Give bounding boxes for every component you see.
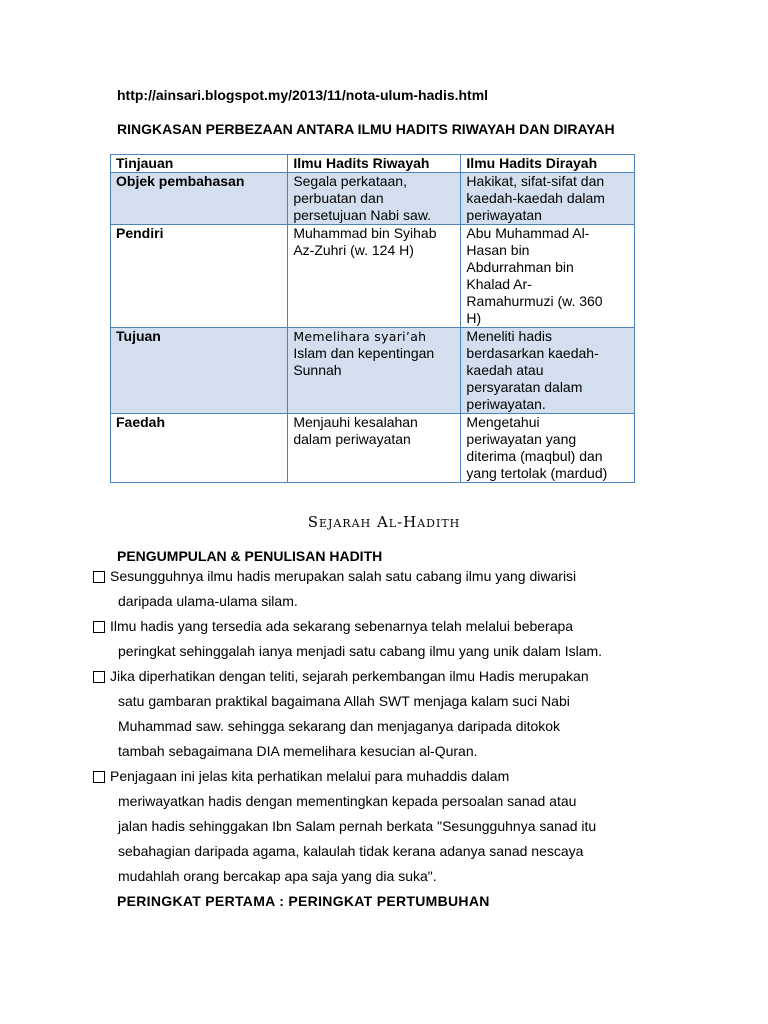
list-item [93, 614, 733, 664]
row-label: Objek pembahasan [111, 173, 288, 225]
cell-line: H) [466, 310, 482, 326]
list-item-line: Penjagaan ini jelas kita perhatikan melalui para muhaddis dalam [110, 768, 510, 784]
list-item-line: Ilmu hadis yang tersedia ada sekarang sebenarnya telah melalui beberapa [110, 618, 574, 634]
level-heading: PERINGKAT PERTAMA : PERINGKAT PERTUMBUHAN [117, 893, 490, 909]
row-label: Faedah [111, 414, 288, 483]
cell-line: kaedah-kaedah dalam [466, 190, 605, 206]
checkbox-bullet-icon [93, 771, 105, 783]
list-item [93, 764, 733, 889]
cell-line: Menjauhi kesalahan [293, 414, 418, 430]
cell-line: Islam dan kepentingan [293, 345, 435, 361]
riwayah-cell [288, 414, 461, 483]
cell-line: periwayatan. [466, 396, 546, 412]
cell-line: Az-Zuhri (w. 124 H) [293, 242, 414, 258]
row-label: Tujuan [111, 328, 288, 414]
cell-line: yang tertolak (mardud) [466, 465, 608, 481]
cell-line: Sunnah [293, 362, 342, 378]
cell-line: Hakikat, sifat-sifat dan [466, 173, 605, 189]
list-item-line: sebahagian daripada agama, kalaulah tidak kerana adanya sanad nescaya [118, 843, 584, 859]
cell-line: kaedah atau [466, 362, 544, 378]
checkbox-bullet-icon [93, 671, 105, 683]
cell-line: Abdurrahman bin [466, 259, 574, 275]
list-item [93, 664, 733, 764]
dirayah-cell [461, 225, 635, 328]
header-riwayah: Ilmu Hadits Riwayah [288, 155, 461, 173]
comparison-table [110, 154, 635, 483]
cell-line: Ramahurmuzi (w. 360 [466, 293, 603, 309]
subheading: PENGUMPULAN & PENULISAN HADITH [117, 548, 383, 564]
riwayah-cell [288, 225, 461, 328]
cell-line: Muhammad bin Syihab [293, 225, 437, 241]
list-item-line: daripada ulama-ulama silam. [118, 593, 298, 609]
list-item-line: Jika diperhatikan dengan teliti, sejarah perkembangan ilmu Hadis merupakan [110, 668, 589, 684]
list-item [93, 564, 733, 614]
riwayah-cell [288, 173, 461, 225]
cell-line: berdasarkan kaedah- [466, 345, 599, 361]
list-item-text [110, 664, 733, 764]
row-label: Pendiri [111, 225, 288, 328]
list-item-line: meriwayatkan hadis dengan mementingkan kepada persoalan sanad atau [118, 793, 577, 809]
cell-line: periwayatan [466, 207, 542, 223]
dirayah-cell [461, 414, 635, 483]
cell-line: Memelihara syari’ah [293, 329, 427, 344]
table-row [111, 225, 635, 328]
header-dirayah: Ilmu Hadits Dirayah [461, 155, 635, 173]
header-tinjauan: Tinjauan [111, 155, 288, 173]
checkbox-bullet-icon [93, 571, 105, 583]
cell-line: Abu Muhammad Al- [466, 225, 590, 241]
checkbox-bullet-icon [93, 621, 105, 633]
bullet-list [93, 564, 733, 889]
cell-line: Segala perkataan, [293, 173, 407, 189]
table-row [111, 414, 635, 483]
cell-line: persyaratan dalam [466, 379, 583, 395]
list-item-text [110, 564, 733, 614]
cell-line: periwayatan yang [466, 431, 577, 447]
cell-line: Meneliti hadis [466, 328, 553, 344]
source-url: http://ainsari.blogspot.my/2013/11/nota-ulum-hadis.html [117, 87, 489, 103]
table-row [111, 173, 635, 225]
table-header-row [111, 155, 635, 173]
section-title: Sejarah Al-Hadith [307, 513, 461, 531]
list-item-line: peringkat sehinggalah ianya menjadi satu cabang ilmu yang unik dalam Islam. [118, 643, 603, 659]
cell-line: dalam periwayatan [293, 431, 411, 447]
dirayah-cell [461, 328, 635, 414]
cell-line: Mengetahui [466, 414, 540, 430]
cell-line: persetujuan Nabi saw. [293, 207, 432, 223]
cell-line: perbuatan dan [293, 190, 384, 206]
list-item-line: Muhammad saw. sehingga sekarang dan menjaganya daripada ditokok [118, 718, 561, 734]
list-item-text [110, 614, 733, 664]
table-row [111, 328, 635, 414]
dirayah-cell [461, 173, 635, 225]
list-item-text [110, 764, 733, 889]
riwayah-cell [288, 328, 461, 414]
list-item-line: tambah sebagaimana DIA memelihara kesucian al-Quran. [118, 743, 478, 759]
list-item-line: mudahlah orang bercakap apa saja yang dia suka". [118, 868, 437, 884]
list-item-line: Sesungguhnya ilmu hadis merupakan salah satu cabang ilmu yang diwarisi [110, 568, 577, 584]
table-title: RINGKASAN PERBEZAAN ANTARA ILMU HADITS RIWAYAH DAN DIRAYAH [117, 121, 615, 137]
cell-line: diterima (maqbul) dan [466, 448, 603, 464]
list-item-line: jalan hadis sehinggakan Ibn Salam pernah berkata "Sesungguhnya sanad itu [118, 818, 597, 834]
cell-line: Hasan bin [466, 242, 530, 258]
cell-line: Khalad Ar- [466, 276, 532, 292]
list-item-line: satu gambaran praktikal bagaimana Allah SWT menjaga kalam suci Nabi [118, 693, 570, 709]
